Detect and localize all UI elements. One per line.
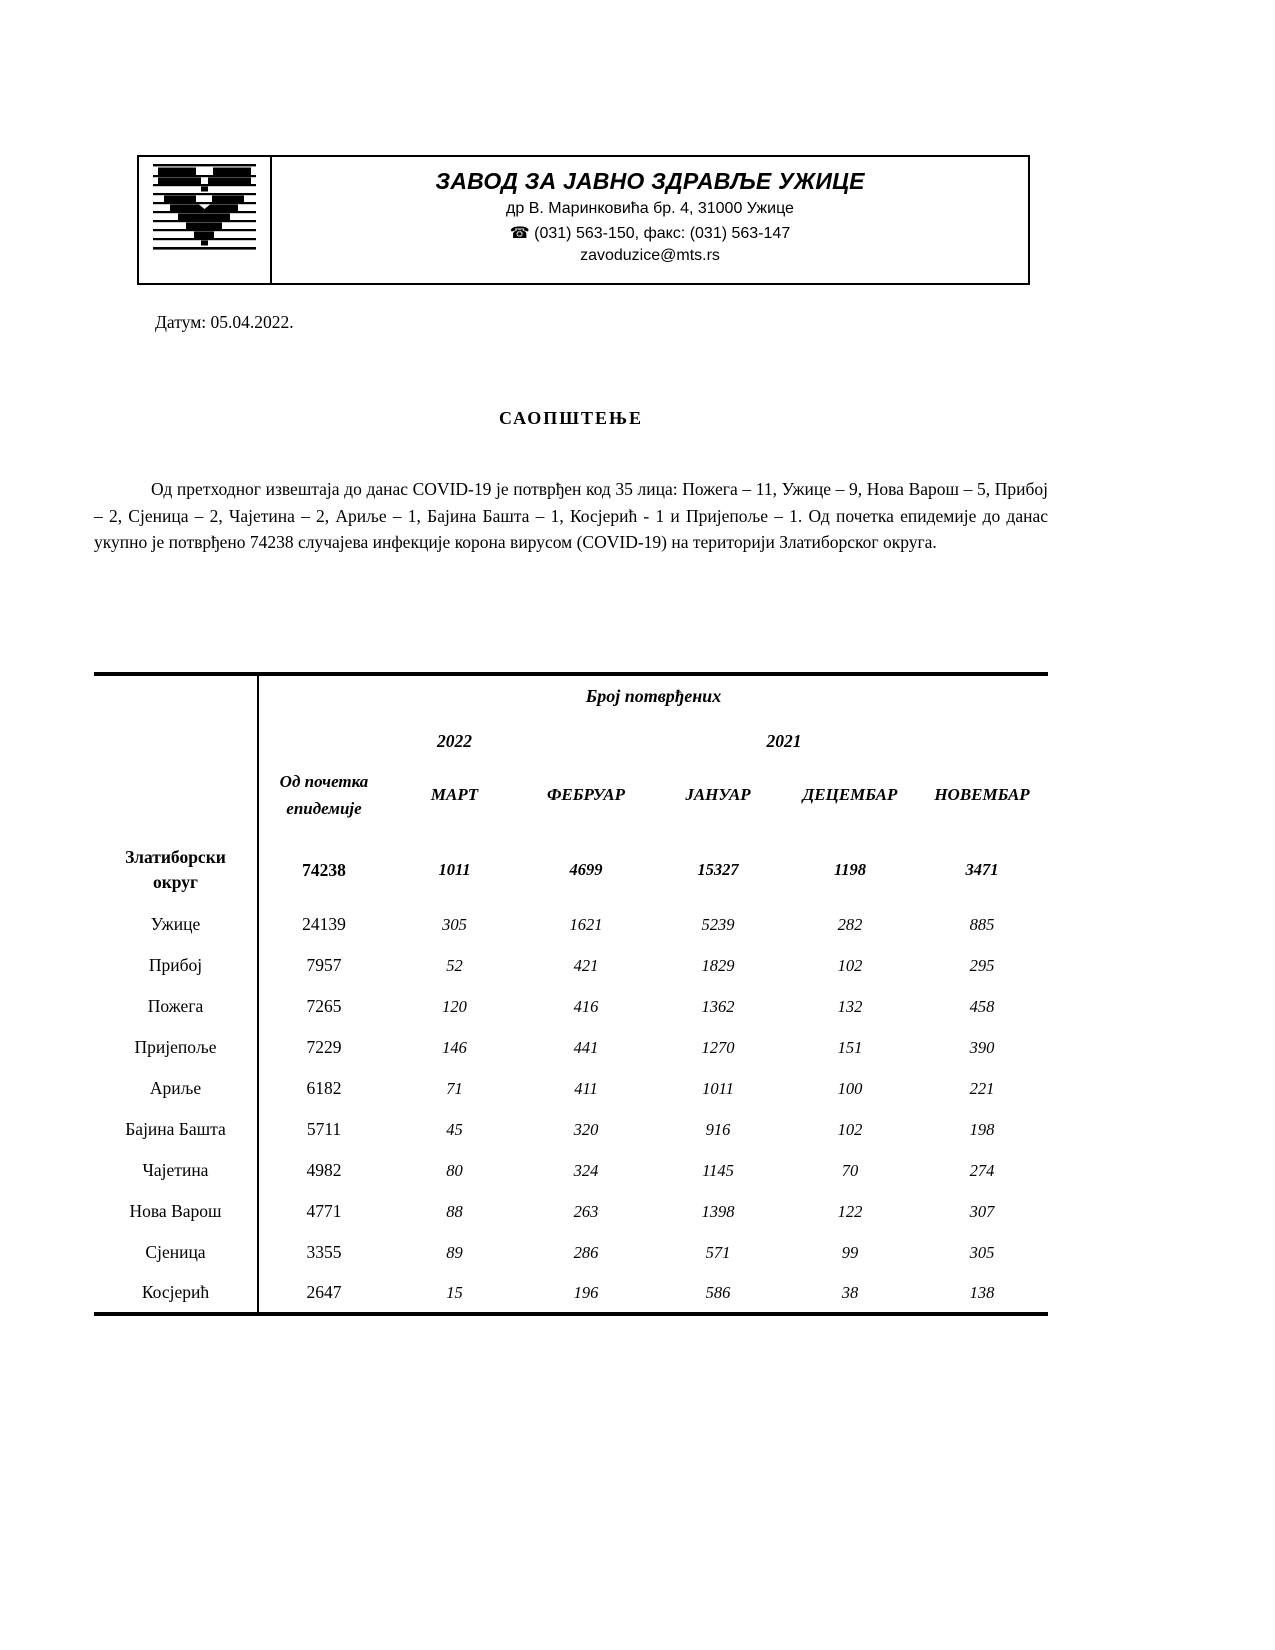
column-header-march: МАРТ <box>430 785 479 804</box>
month-value: 885 <box>969 914 995 934</box>
month-value: 102 <box>837 1119 863 1139</box>
month-value: 88 <box>446 1201 463 1221</box>
empty-cell <box>258 710 389 754</box>
since-start-value: 6182 <box>306 1078 342 1098</box>
column-header-february: ФЕБРУАР <box>546 785 626 804</box>
table-row <box>94 986 1048 1027</box>
empty-cell <box>520 710 652 754</box>
letterhead-info <box>272 157 1028 283</box>
month-value: 1398 <box>701 1201 735 1221</box>
covid-cases-table <box>94 672 1048 1316</box>
table-row <box>94 904 1048 945</box>
table-row <box>94 1027 1048 1068</box>
month-value: 282 <box>837 914 863 934</box>
since-start-value: 24139 <box>302 914 346 934</box>
municipality-label: Прибој <box>94 945 258 986</box>
month-value: 38 <box>841 1282 859 1302</box>
document-title: САОПШТЕЊЕ <box>498 408 644 428</box>
municipality-label: Бајина Башта <box>94 1109 258 1150</box>
since-start-value: 7957 <box>306 955 342 975</box>
institute-address: др В. Маринковића бр. 4, 31000 Ужице <box>506 200 794 217</box>
month-value: 80 <box>446 1160 463 1180</box>
month-value: 15 <box>446 1282 463 1302</box>
municipality-label: Сјеница <box>94 1232 258 1273</box>
month-value: 102 <box>837 955 863 975</box>
month-value: 1145 <box>702 1160 734 1180</box>
institute-logo <box>151 164 258 256</box>
month-value: 305 <box>969 1242 995 1262</box>
total-since-start-value: 74238 <box>302 859 346 880</box>
municipality-label: Нова Варош <box>94 1191 258 1232</box>
month-value: 458 <box>969 996 995 1016</box>
month-value: 1011 <box>702 1078 734 1098</box>
empty-cell <box>94 754 258 836</box>
month-value: 5239 <box>701 914 735 934</box>
month-value: 146 <box>442 1037 467 1057</box>
table-year-row <box>94 710 1048 754</box>
since-start-value: 2647 <box>306 1282 342 1302</box>
table-row <box>94 1150 1048 1191</box>
table-span-header-row <box>94 674 1048 710</box>
table-row <box>94 1191 1048 1232</box>
since-start-value: 4982 <box>306 1160 342 1180</box>
month-value: 441 <box>573 1037 599 1057</box>
logo-cell <box>139 157 272 283</box>
table-row <box>94 945 1048 986</box>
municipality-label: Пријепоље <box>94 1027 258 1068</box>
municipality-label: Ариље <box>94 1068 258 1109</box>
month-value: 138 <box>969 1282 995 1302</box>
month-value: 120 <box>442 996 467 1016</box>
month-value: 571 <box>705 1242 731 1262</box>
month-value: 70 <box>841 1160 859 1180</box>
month-value: 324 <box>573 1160 599 1180</box>
month-value: 286 <box>573 1242 599 1262</box>
month-value: 1621 <box>569 914 603 934</box>
month-value: 52 <box>446 955 463 975</box>
month-value: 1198 <box>833 860 867 879</box>
month-value: 198 <box>969 1119 995 1139</box>
municipality-label: Чајетина <box>94 1150 258 1191</box>
month-value: 221 <box>969 1078 995 1098</box>
month-value: 421 <box>573 955 599 975</box>
month-value: 132 <box>837 996 863 1016</box>
month-value: 1829 <box>701 955 735 975</box>
year-2022-label: 2022 <box>437 731 472 751</box>
month-value: 122 <box>837 1201 863 1221</box>
letterhead <box>137 155 1030 285</box>
municipality-label: Ужице <box>94 904 258 945</box>
month-value: 586 <box>705 1282 731 1302</box>
column-header-january: ЈАНУАР <box>685 785 751 804</box>
since-start-value: 4771 <box>306 1201 342 1221</box>
institute-name: ЗАВОД ЗА ЈАВНО ЗДРАВЉЕ УЖИЦЕ <box>435 168 865 194</box>
month-value: 305 <box>442 914 467 934</box>
month-value: 411 <box>574 1078 598 1098</box>
month-value: 320 <box>573 1119 599 1139</box>
column-header-november: НОВЕМБАР <box>934 785 1030 804</box>
month-value: 45 <box>446 1119 463 1139</box>
table-header-row <box>94 754 1048 836</box>
table-row <box>94 1109 1048 1150</box>
month-value: 263 <box>573 1201 599 1221</box>
month-value: 4699 <box>569 860 603 879</box>
district-label: Златиборски округ <box>94 836 258 904</box>
month-value: 916 <box>705 1119 731 1139</box>
body-paragraph: Од претходног извештаја до данас COVID-19 је потврђен код 35 лица: Пожега – 11, Ужице – 9, Нова Варош – 5, Прибој – 2, Сјеница – 2, Чајетина – 2, Ариље – 1, Бајина Башта – 1, Косјерић - 1 и Пријепоље – 1. Од почетка епидемије до данас укупно је потврђено 74238 случајева инфекције корона вирусом (COVID-19) на територији Златиборског округа. <box>94 479 1048 552</box>
table-body <box>94 674 1048 1314</box>
month-value: 151 <box>837 1037 863 1057</box>
month-value: 89 <box>446 1242 463 1262</box>
since-start-value: 3355 <box>306 1242 342 1262</box>
month-value: 390 <box>969 1037 995 1057</box>
month-value: 274 <box>969 1160 995 1180</box>
municipality-label: Косјерић <box>94 1273 258 1314</box>
month-value: 71 <box>446 1078 463 1098</box>
month-value: 1011 <box>438 860 471 879</box>
month-value: 295 <box>969 955 995 975</box>
month-value: 3471 <box>965 860 999 879</box>
column-header-since-start: Од почетка епидемије <box>279 772 369 818</box>
month-value: 100 <box>837 1078 863 1098</box>
month-value: 416 <box>573 996 599 1016</box>
month-value: 99 <box>841 1242 859 1262</box>
table-row <box>94 1273 1048 1314</box>
district-total-row <box>94 836 1048 904</box>
empty-cell <box>916 710 1048 754</box>
month-value: 15327 <box>697 860 739 879</box>
span-header: Број потврђених <box>585 685 722 706</box>
table-row <box>94 1068 1048 1109</box>
month-value: 196 <box>573 1282 599 1302</box>
institute-phone: ☎ (031) 563-150, факс: (031) 563-147 <box>509 225 791 242</box>
month-value: 307 <box>969 1201 995 1221</box>
month-value: 1270 <box>701 1037 735 1057</box>
since-start-value: 5711 <box>306 1119 342 1139</box>
date-line: Датум: 05.04.2022. <box>155 312 294 332</box>
institute-email: zavoduzice@mts.rs <box>580 247 720 264</box>
empty-cell <box>94 710 258 754</box>
municipality-label: Пожега <box>94 986 258 1027</box>
empty-cell <box>94 674 258 710</box>
since-start-value: 7229 <box>306 1037 342 1057</box>
table-row <box>94 1232 1048 1273</box>
since-start-value: 7265 <box>306 996 342 1016</box>
month-value: 1362 <box>701 996 735 1016</box>
year-2021-label: 2021 <box>766 731 802 751</box>
column-header-december: ДЕЦЕМБАР <box>802 785 898 804</box>
